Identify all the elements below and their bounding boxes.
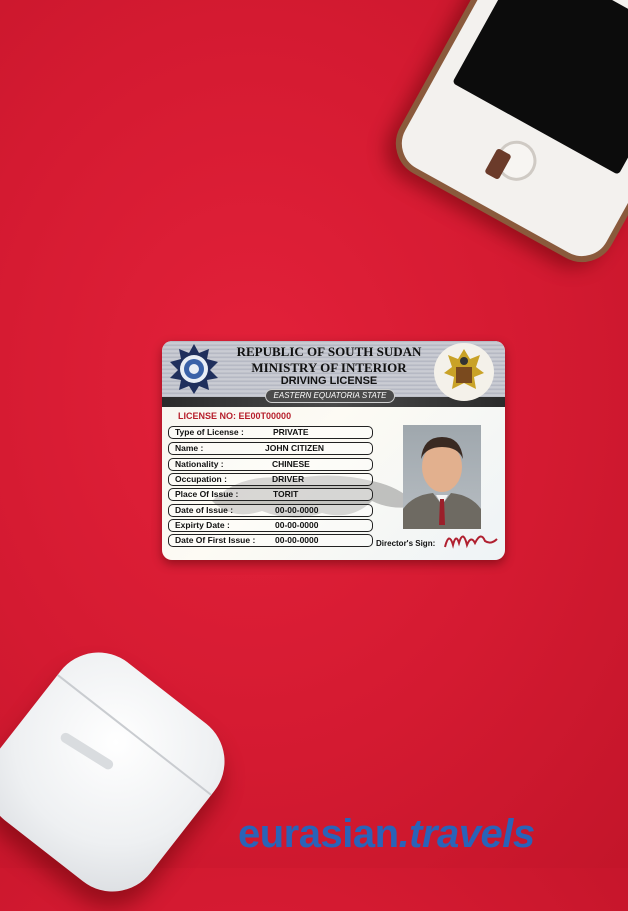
field-date-of-first-issue bbox=[168, 534, 373, 547]
license-number bbox=[178, 411, 291, 421]
brand-watermark-part1: eurasian bbox=[238, 812, 399, 856]
field-expiry-date bbox=[168, 519, 373, 532]
director-sign-label: Director's Sign: bbox=[376, 539, 436, 548]
field-label: Name : bbox=[175, 443, 204, 453]
driving-license-card bbox=[162, 341, 505, 560]
field-occupation bbox=[168, 473, 373, 486]
field-value: CHINESE bbox=[272, 459, 310, 469]
police-emblem-icon bbox=[168, 343, 220, 395]
brand-watermark-part2: .travels bbox=[398, 812, 535, 856]
smartphone bbox=[384, 0, 628, 274]
field-label: Type of License : bbox=[175, 427, 244, 437]
card-country: REPUBLIC OF SOUTH SUDAN bbox=[236, 344, 422, 359]
field-label: Expirty Date : bbox=[175, 520, 230, 530]
license-number-value: EE00T00000 bbox=[238, 411, 292, 421]
field-name bbox=[168, 442, 373, 455]
coat-of-arms-emblem bbox=[434, 343, 494, 401]
card-doc-type: DRIVING LICENSE bbox=[280, 375, 378, 387]
field-label: Date of Issue : bbox=[175, 505, 234, 515]
field-value: 00-00-0000 bbox=[275, 535, 319, 545]
field-date-of-issue bbox=[168, 504, 373, 517]
earbuds-case bbox=[0, 633, 244, 911]
earbuds-case-highlight bbox=[59, 731, 115, 771]
field-type-of-license bbox=[168, 426, 373, 439]
field-label: Occupation : bbox=[175, 474, 227, 484]
brand-watermark bbox=[238, 812, 535, 857]
card-ministry: MINISTRY OF INTERIOR bbox=[251, 360, 407, 375]
field-label: Nationality : bbox=[175, 459, 224, 469]
field-label: Place Of Issue : bbox=[175, 489, 239, 499]
earbuds-case-lid-seam bbox=[57, 674, 212, 796]
license-number-label: LICENSE NO: bbox=[178, 411, 237, 421]
field-value: PRIVATE bbox=[273, 427, 309, 437]
holder-photo bbox=[403, 425, 481, 529]
field-value: DRIVER bbox=[272, 474, 305, 484]
coat-of-arms-icon bbox=[434, 343, 494, 401]
portrait-icon bbox=[403, 425, 481, 529]
field-value: TORIT bbox=[273, 489, 299, 499]
field-value: 00-00-0000 bbox=[275, 505, 319, 515]
field-place-of-issue bbox=[168, 488, 373, 501]
phone-screen bbox=[452, 0, 628, 175]
card-state-badge: EASTERN EQUATORIA STATE bbox=[265, 389, 395, 403]
field-value: JOHN CITIZEN bbox=[265, 443, 325, 453]
field-value: 00-00-0000 bbox=[275, 520, 319, 530]
field-label: Date Of First Issue : bbox=[175, 535, 256, 545]
field-nationality bbox=[168, 458, 373, 471]
signature-icon bbox=[441, 527, 501, 553]
